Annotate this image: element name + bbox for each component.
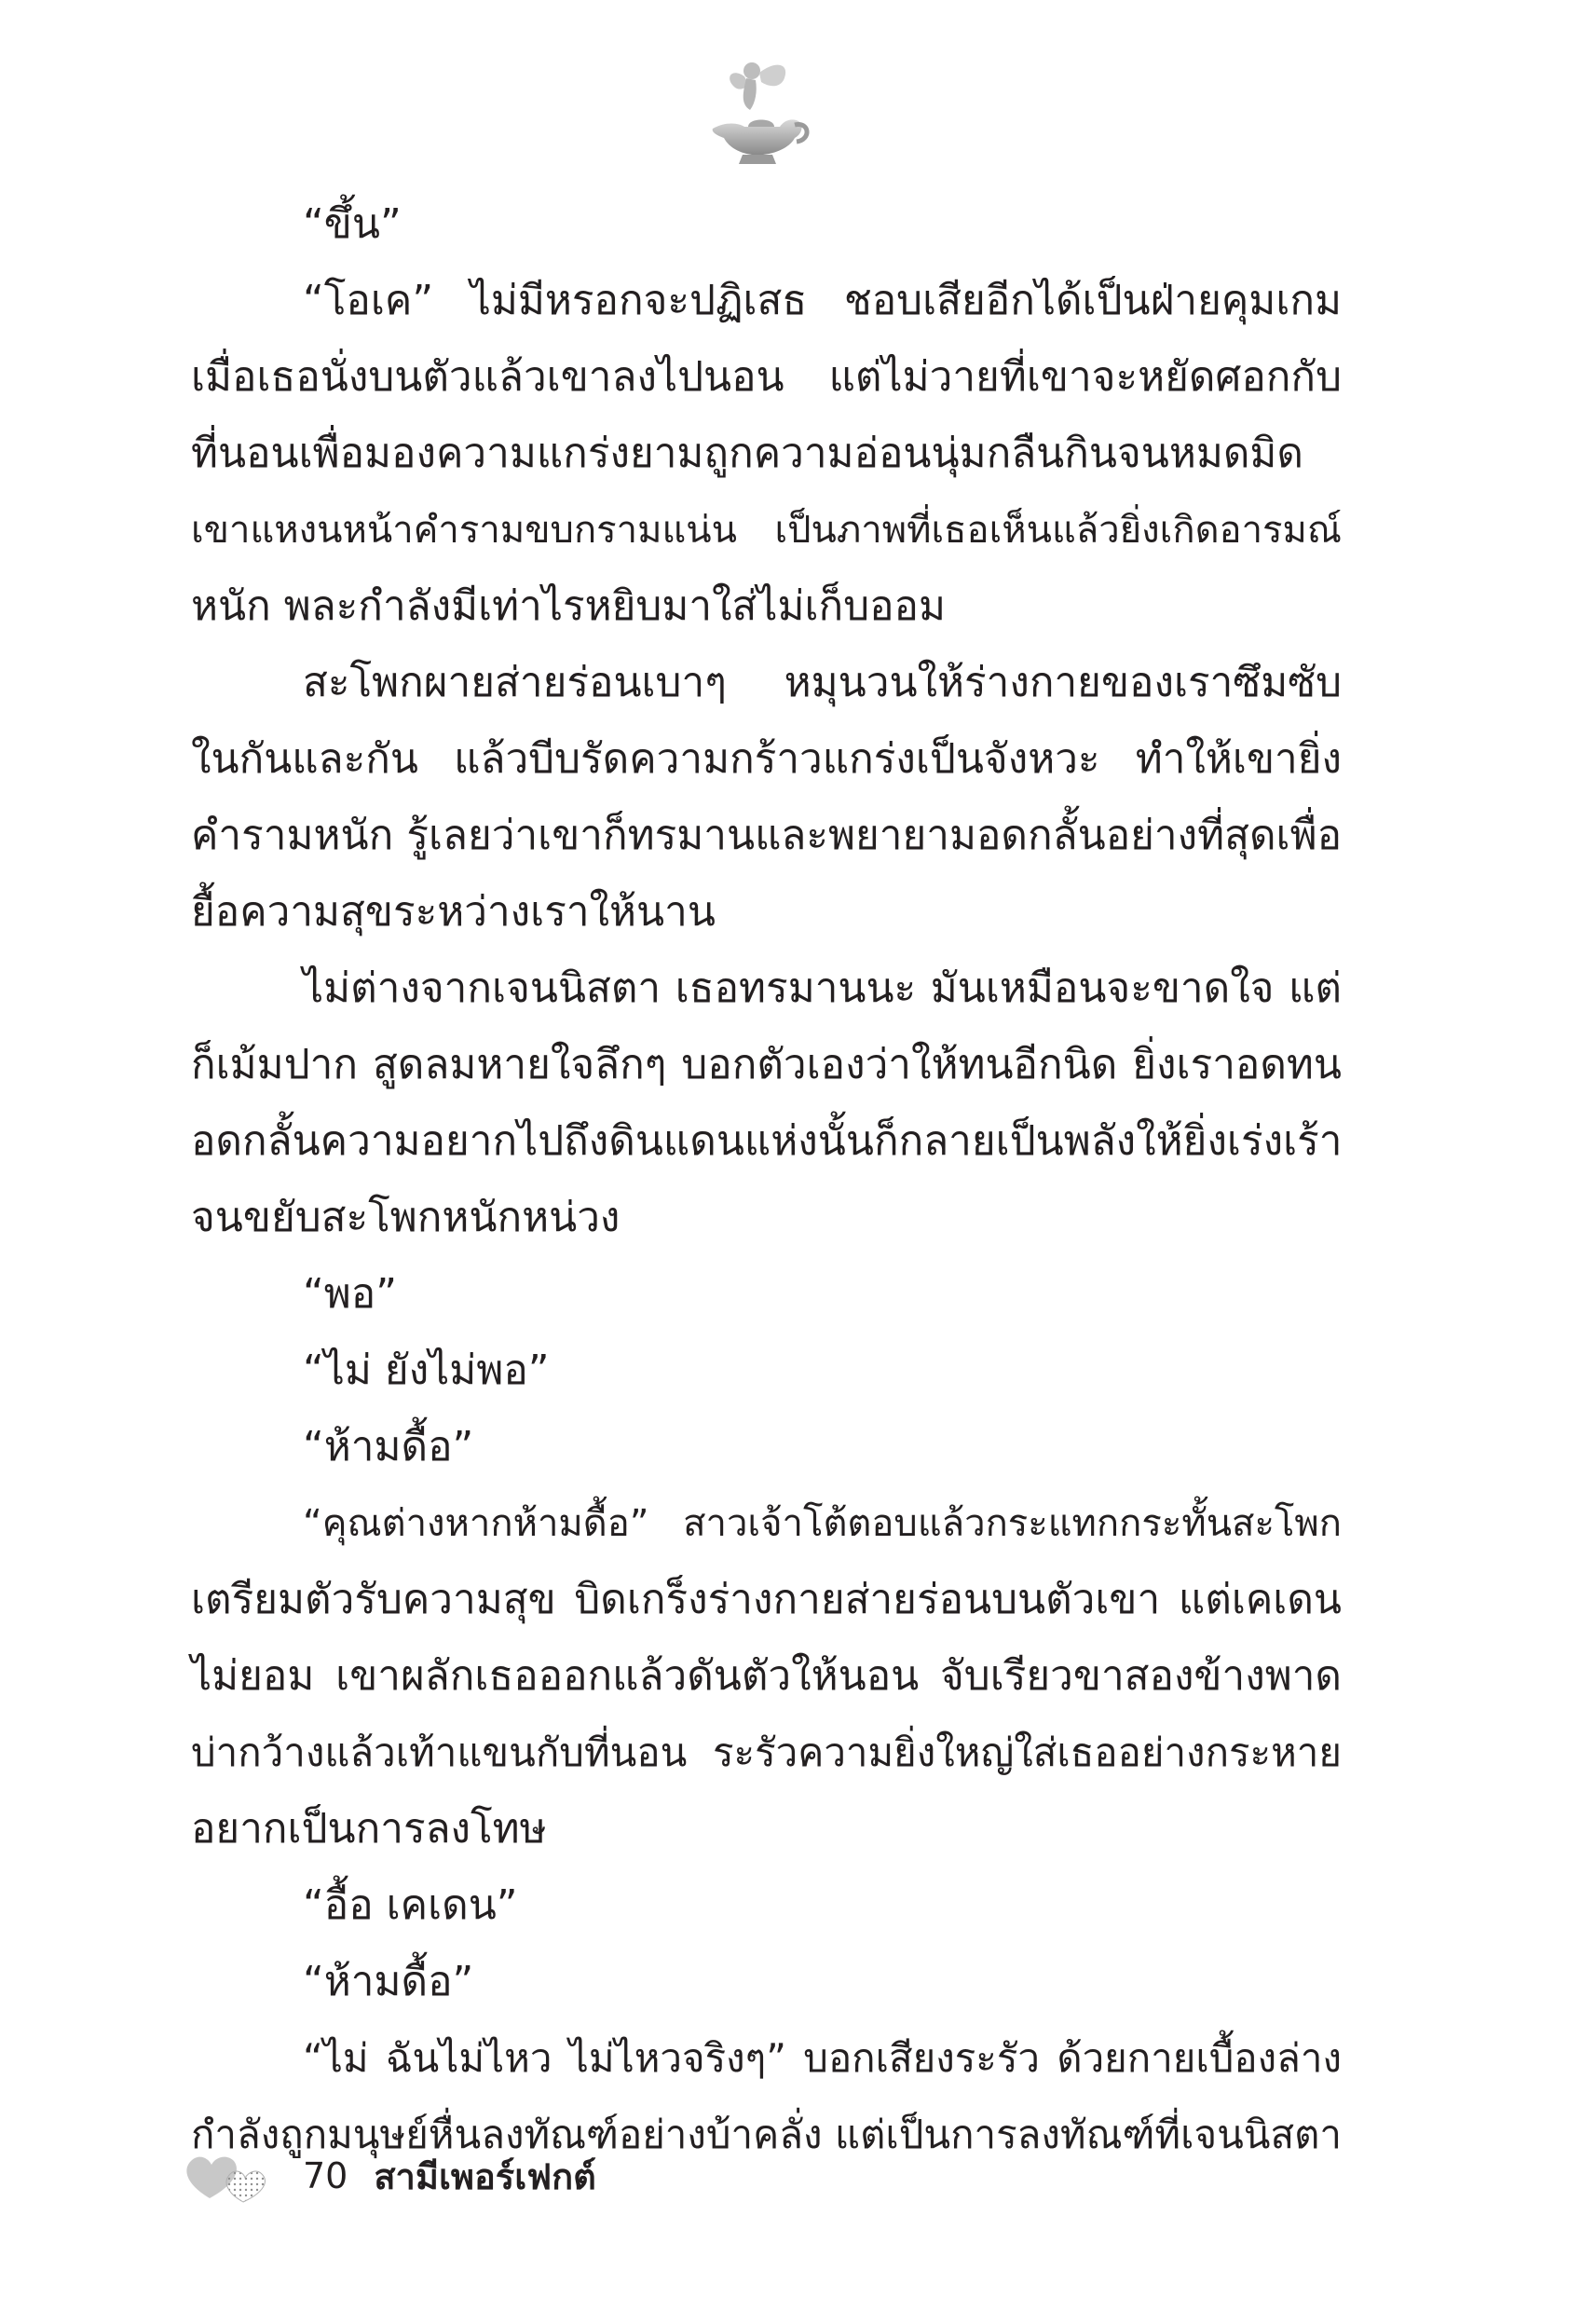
text-line: ยื้อความสุขระหว่างเราให้นาน (191, 888, 716, 936)
text-line: จนขยับสะโพกหนักหน่วง (191, 1194, 621, 1241)
genie-lamp-icon (694, 56, 815, 177)
text-line: เมื่อเธอนั่งบนตัวแล้วเขาลงไปนอน แต่ไม่วายที่เขาจะหยัดศอกกับ (191, 353, 1342, 401)
text-line: คำรามหนัก รู้เลยว่าเขาก็ทรมานและพยายามอดกลั้นอย่างที่สุดเพื่อ (191, 812, 1342, 859)
text-line: “คุณต่างหากห้ามดื้อ” สาวเจ้าโต้ตอบแล้วกระแทกกระทั้นสะโพก (303, 1502, 1342, 1545)
text-line: ไม่ต่างจากเจนนิสตา เธอทรมานนะ มันเหมือนจะขาดใจ แต่ (303, 964, 1342, 1012)
text-line: “ห้ามดื้อ” (303, 1423, 474, 1470)
text-line: บ่ากว้างแล้วเท้าแขนกับที่นอน ระรัวความยิ่งใหญ่ใส่เธออย่างกระหาย (191, 1730, 1342, 1775)
text-line: “ไม่ ฉันไม่ไหว ไม่ไหวจริงๆ” บอกเสียงระรัว ด้วยกายเบื้องล่าง (303, 2035, 1342, 2081)
text-line: ก็เม้มปาก สูดลมหายใจลึกๆ บอกตัวเองว่าให้ทนอีกนิด ยิ่งเราอดทน (191, 1041, 1342, 1088)
text-line: “ห้ามดื้อ” (303, 1958, 474, 2005)
text-line: กำลังถูกมนุษย์หื่นลงทัณฑ์อย่างบ้าคลั่ง แต่เป็นการลงทัณฑ์ที่เจนนิสตา (191, 2112, 1342, 2157)
text-line: หนัก พละกำลังมีเท่าไรหยิบมาใส่ไม่เก็บออม (191, 582, 946, 630)
text-line: ในกันและกัน แล้วบีบรัดความกร้าวแกร่งเป็นจังหวะ ทำให้เขายิ่ง (191, 735, 1342, 783)
text-line: “อื้อ เคเดน” (303, 1881, 518, 1929)
text-line: อดกลั้นความอยากไปถึงดินแดนแห่งนั้นก็กลายเป็นพลังให้ยิ่งเร่งเร้า (191, 1117, 1343, 1165)
text-line: ไม่ยอม เขาผลักเธอออกแล้วดันตัวให้นอน จับเรียวขาสองข้างพาด (191, 1652, 1342, 1700)
text-line: อยากเป็นการลงโทษ (191, 1805, 547, 1853)
text-line: “พอ” (303, 1270, 398, 1318)
text-line: “โอเค” ไม่มีหรอกจะปฏิเสธ ชอบเสียอีกได้เป็นฝ่ายคุมเกม (303, 277, 1342, 324)
text-line: “ไม่ ยังไม่พอ” (303, 1347, 550, 1394)
text-line: เขาแหงนหน้าคำรามขบกรามแน่น เป็นภาพที่เธอเห็นแล้วยิ่งเกิดอารมณ์ (191, 509, 1342, 552)
hearts-icon (182, 2148, 275, 2204)
text-line: สะโพกผายส่ายร่อนเบาๆ หมุนวนให้ร่างกายของเราซึมซับ (303, 659, 1342, 706)
text-line: เตรียมตัวรับความสุข บิดเกร็งร่างกายส่ายร่อนบนตัวเขา แต่เคเดน (191, 1576, 1342, 1623)
page-number: 70 (303, 2155, 348, 2196)
text-line: “ขึ้น” (303, 200, 402, 248)
page-footer (182, 2143, 596, 2208)
body-text (191, 186, 1342, 2173)
book-title: สามีเพอร์เฟกต์ (374, 2155, 596, 2197)
text-line: ที่นอนเพื่อมองความแกร่งยามถูกความอ่อนนุ่มกลืนกินจนหมดมิด (191, 430, 1303, 477)
